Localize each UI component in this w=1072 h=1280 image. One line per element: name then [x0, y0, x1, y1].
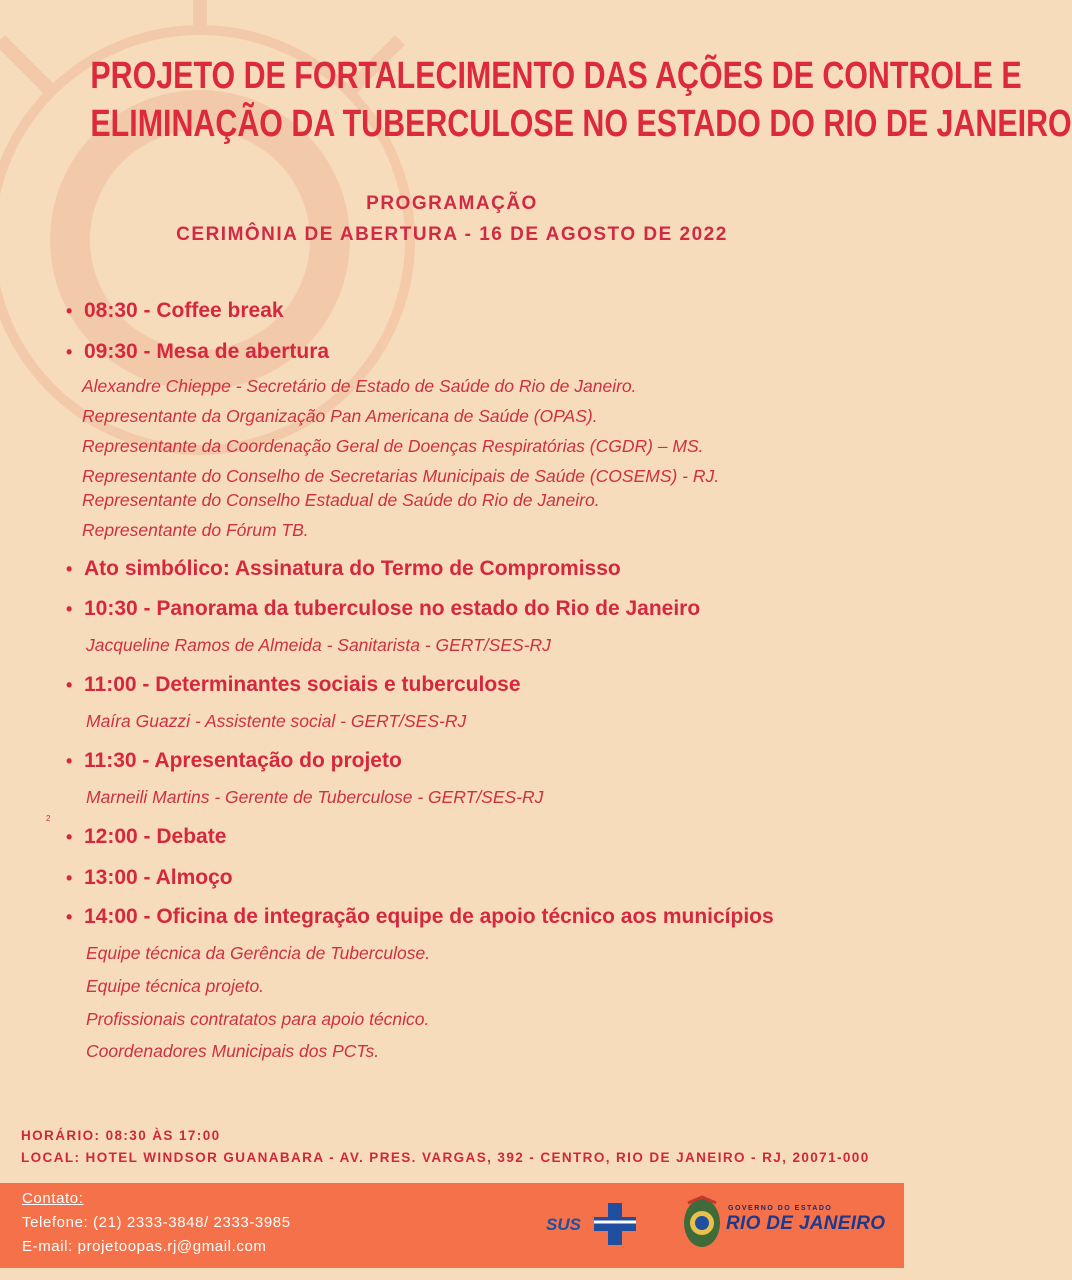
rj-logo-big-text: RIO DE JANEIRO [726, 1213, 886, 1234]
participant-line: Coordenadores Municipais dos PCTs. [86, 1041, 380, 1061]
rj-logo-small-text: GOVERNO DO ESTADO [728, 1205, 833, 1212]
participant-line: Equipe técnica da Gerência de Tuberculose. [86, 943, 431, 963]
contact-phone: Telefone: (21) 2333-3848/ 2333-3985 [22, 1214, 291, 1231]
title-line-1: PROJETO DE FORTALECIMENTO DAS AÇÕES DE CONTROLE E [90, 55, 1022, 97]
speaker-line: Representante da Organização Pan Americana de Saúde (OPAS). [82, 406, 598, 426]
speaker-line: Representante do Fórum TB. [82, 520, 309, 540]
footer-bottom-strip [0, 1268, 904, 1280]
speaker-line: Representante do Conselho Estadual de Saúde do Rio de Janeiro. [82, 490, 600, 510]
rj-coat-of-arms-icon [682, 1197, 722, 1249]
contact-email[interactable]: E-mail: projetoopas.rj@gmail.com [22, 1238, 267, 1255]
page-title [90, 52, 1072, 148]
event-location: LOCAL: HOTEL WINDSOR GUANABARA - AV. PRES. VARGAS, 392 - CENTRO, RIO DE JANEIRO - RJ, 20071-000 [21, 1150, 870, 1165]
ceremony-heading: CERIMÔNIA DE ABERTURA - 16 DE AGOSTO DE 2022 [176, 224, 728, 245]
schedule-item: • 11:00 - Determinantes sociais e tuberculose [66, 673, 521, 696]
speaker-line: Representante do Conselho de Secretarias Municipais de Saúde (COSEMS) - RJ. [82, 466, 720, 486]
schedule-item: • 08:30 - Coffee break [66, 299, 284, 322]
schedule-item: • Ato simbólico: Assinatura do Termo de Compromisso [66, 557, 621, 580]
sus-logo-text: SUS [546, 1215, 581, 1234]
title-line-2: ELIMINAÇÃO DA TUBERCULOSE NO ESTADO DO RIO DE JANEIRO [90, 103, 1072, 145]
programacao-heading: PROGRAMAÇÃO [366, 193, 538, 214]
sus-cross-icon [592, 1201, 638, 1247]
contact-label: Contato: [22, 1190, 84, 1207]
rj-government-logo [682, 1193, 886, 1253]
schedule-item: • 12:00 - Debate [66, 825, 227, 848]
schedule-item: • 13:00 - Almoço [66, 866, 233, 889]
participant-line: Profissionais contratatos para apoio técnico. [86, 1009, 430, 1029]
speaker-line: Maíra Guazzi - Assistente social - GERT/SES-RJ [86, 711, 467, 731]
speaker-line: Alexandre Chieppe - Secretário de Estado de Saúde do Rio de Janeiro. [82, 376, 637, 396]
sus-logo [546, 1199, 640, 1247]
participant-line: Equipe técnica projeto. [86, 976, 265, 996]
speaker-line: Jacqueline Ramos de Almeida - Sanitarista - GERT/SES-RJ [86, 635, 551, 655]
schedule-hours: HORÁRIO: 08:30 ÀS 17:00 [21, 1128, 221, 1143]
footnote-mark: 2 [46, 814, 51, 823]
speaker-line: Representante da Coordenação Geral de Doenças Respiratórias (CGDR) – MS. [82, 436, 704, 456]
speaker-line: Marneili Martins - Gerente de Tuberculose - GERT/SES-RJ [86, 787, 544, 807]
schedule-item: • 11:30 - Apresentação do projeto [66, 749, 402, 772]
schedule-item: • 14:00 - Oficina de integração equipe de apoio técnico aos municípios [66, 905, 774, 928]
schedule-item: • 10:30 - Panorama da tuberculose no estado do Rio de Janeiro [66, 597, 701, 620]
schedule-item: • 09:30 - Mesa de abertura [66, 340, 330, 363]
